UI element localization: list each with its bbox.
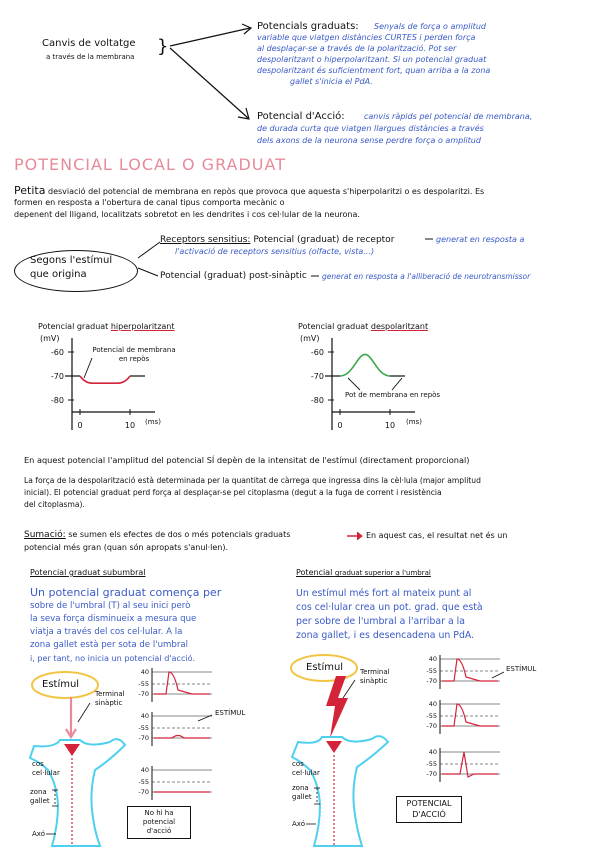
right-mini-2-tick-label: 40	[428, 700, 437, 708]
pg-label: Potencials graduats:	[257, 21, 359, 32]
hyper-title-a: Potencial graduat	[38, 322, 109, 331]
left-title-b: graduat subumbral	[68, 568, 146, 577]
left-mini-1-tick-label: -55	[138, 680, 149, 688]
sumacio-label: Sumació:	[24, 530, 66, 540]
right-axo: Axó	[292, 820, 305, 828]
chart-1-xtick-label: 10	[384, 421, 396, 430]
left-estmul: ESTÍMUL	[215, 709, 246, 717]
intro-line-3: depenent del lligand, localitzats sobretot en les dendrites i cos cel·lular de la neurona.	[14, 210, 360, 219]
right-title-a: Potencial	[296, 568, 333, 577]
canvis-subtitle: a través de la membrana	[46, 53, 135, 61]
hyper-ms: (ms)	[145, 418, 161, 426]
left-axo: Axó	[32, 830, 45, 838]
left-mini-2-trace	[154, 736, 210, 739]
pa-text-1: canvis ràpids pel potencial de membrana,	[364, 112, 533, 121]
left-text-5: zona gallet està per sota de l'umbral	[30, 640, 189, 650]
left-estimul: Estímul	[42, 679, 80, 690]
right-text-3: per sobre de l'umbral a l'arribar a la	[296, 616, 466, 627]
right-mini-3-tick-label: -70	[426, 770, 437, 778]
intro-first-word: Petita	[14, 184, 46, 197]
right-mini-1-tick-label: 40	[428, 655, 437, 663]
right-zona: zona gallet	[292, 784, 312, 801]
right-mini-2-trace	[442, 704, 498, 726]
amp-line-3: inicial). El potencial graduat perd força al desplaçar-se pel citoplasma (degut a la fuga de corrent i resistència	[24, 488, 442, 497]
right-mini-1-tick-label: -70	[426, 677, 437, 685]
pa-label: Potencial d'Acció:	[257, 111, 345, 122]
section-title: POTENCIAL LOCAL O GRADUAT	[14, 155, 286, 174]
chart-1-ytick-label: -60	[310, 348, 324, 357]
intro-line-1-text: desviació del potencial de membrana en repòs que provoca que aquesta s'hiperpolaritzi o es despolaritzi. Es	[47, 187, 485, 196]
left-mini-3-tick-label: 40	[140, 766, 149, 774]
receptor-text: Potencial (graduat) de receptor	[253, 235, 395, 245]
hyper-unit: (mV)	[40, 334, 60, 343]
brace: }	[157, 36, 169, 57]
pg-text-2: variable que viatgen distàncies CURTES i perden força	[257, 33, 476, 42]
origin-oval-line-1: Segons l'estímul	[30, 255, 113, 266]
chart-0-xtick-label: 10	[124, 421, 136, 430]
left-terminal: Terminal sinàptic	[95, 690, 125, 707]
left-title-a: Potencial	[30, 568, 67, 577]
chart-0-ytick-label: -70	[50, 372, 64, 381]
amp-line-4: del citoplasma).	[24, 500, 85, 509]
right-mini-1-tick-label: -55	[426, 667, 437, 675]
left-zona: zona gallet	[30, 788, 50, 805]
right-title-b: graduat superior a l'umbral	[334, 569, 431, 577]
left-result-line-2: d'acció	[146, 827, 172, 835]
right-mini-2-tick-label: -55	[426, 712, 437, 720]
right-result-line-1: POTENCIAL	[406, 799, 452, 808]
right-mini-3-trace	[442, 752, 498, 777]
left-cos: cos cel·lular	[32, 760, 60, 777]
right-mini-3-tick-label: 40	[428, 748, 437, 756]
left-text-3: la seva força disminueix a mesura que	[30, 614, 197, 624]
left-text-1: Un potencial graduat comença per	[30, 586, 222, 599]
left-mini-1-tick-label: -70	[138, 690, 149, 698]
left-mini-1-trace	[154, 672, 210, 694]
right-mini-1-trace	[442, 659, 498, 681]
intro-line-2: formen en resposta a l'obertura de canal tipus comporta mecànic o	[14, 198, 285, 207]
hyper-annot: Potencial de membrana en repòs	[92, 346, 176, 363]
right-mini-2-tick-label: -70	[426, 722, 437, 730]
hyper-title-b: hiperpolaritzant	[110, 322, 175, 331]
right-terminal: Terminal sinàptic	[360, 668, 390, 685]
right-mini-3-tick-label: -55	[426, 760, 437, 768]
right-cos: cos cel·lular	[292, 760, 320, 777]
left-text-2: sobre de l'umbral (T) al seu inici però	[30, 601, 191, 611]
receptor-label: Receptors sensitius:	[160, 235, 251, 245]
chart-1-ytick-label: -80	[310, 396, 324, 405]
pg-text-5: despolaritzant és suficientment fort, quan arriba a la zona	[257, 66, 491, 75]
left-mini-2-tick-label: -55	[138, 724, 149, 732]
left-text-6: i, per tant, no inicia un potencial d'acció.	[30, 653, 196, 663]
origin-oval-line-2: que origina	[30, 269, 87, 280]
left-mini-1-tick-label: 40	[140, 668, 149, 676]
chart-1-ytick-label: -70	[310, 372, 324, 381]
receptor-blue-2: l'activació de receptors sensitius (olfacte, vista...)	[175, 247, 375, 256]
pg-text-6: gallet s'inicia el PdA.	[290, 77, 373, 86]
postsynaptic-blue: generat en resposta a l'alliberació de neurotransmissor	[322, 272, 531, 281]
canvis-title: Canvis de voltatge	[42, 38, 136, 49]
depol-ms: (ms)	[406, 418, 422, 426]
left-mini-3-tick-label: -55	[138, 778, 149, 786]
right-text-2: cos cel·lular crea un pot. grad. que està	[296, 602, 483, 613]
right-estmul: ESTÍMUL	[506, 665, 537, 673]
left-mini-3-tick-label: -70	[138, 788, 149, 796]
depol-annot: Pot de membrana en repòs	[345, 391, 441, 399]
depol-title-b: despolaritzant	[370, 322, 429, 331]
sumacio-line-1b: En aquest cas, el resultat net és un	[366, 531, 508, 540]
chart-0-xtick-label: 0	[77, 421, 83, 430]
pg-text-1: Senyals de força o amplitud	[374, 22, 486, 31]
sumacio-line-2: potencial més gran (quan són apropats s'anul·len).	[24, 543, 229, 552]
depol-title-a: Potencial graduat	[298, 322, 369, 331]
postsynaptic-text: Potencial (graduat) post-sinàptic	[160, 271, 307, 281]
chart-0-ytick-label: -80	[50, 396, 64, 405]
right-text-4: zona gallet, i es desencadena un PdA.	[296, 630, 475, 641]
amp-line-1: En aquest potencial l'amplitud del potencial SÍ depèn de la intensitat de l'estímul (directament proporcional)	[24, 455, 470, 465]
pg-text-4: despolaritzant o hiperpolaritzant. Si un potencial graduat	[257, 55, 487, 64]
left-result-line-1: No hi ha potencial	[142, 809, 176, 826]
left-mini-2-tick-label: -70	[138, 734, 149, 742]
pa-text-2: de durada curta que viatgen llargues distàncies a través	[257, 124, 484, 133]
amp-line-2: La força de la despolarització està determinada per la quantitat de càrrega que ingressa dins la cèl·lula (major amplitud	[24, 476, 481, 485]
pa-text-3: dels axons de la neurona sense perdre força o amplitud	[257, 136, 481, 145]
right-estimul: Estímul	[306, 662, 344, 673]
sumacio-text: se sumen els efectes de dos o més potencials graduats	[68, 530, 291, 539]
left-mini-2-tick-label: 40	[140, 712, 149, 720]
chart-1-xtick-label: 0	[337, 421, 343, 430]
receptor-blue: generat en resposta a	[436, 235, 525, 244]
right-text-1: Un estímul més fort al mateix punt al	[296, 588, 472, 599]
left-text-4: viatja a través del cos cel·lular. A la	[30, 627, 183, 637]
depol-unit: (mV)	[300, 334, 320, 343]
pg-text-3: al desplaçar-se a través de la polarització. Pot ser	[257, 44, 457, 53]
chart-0-ytick-label: -60	[50, 348, 64, 357]
right-result-line-2: D'ACCIÓ	[412, 809, 446, 819]
